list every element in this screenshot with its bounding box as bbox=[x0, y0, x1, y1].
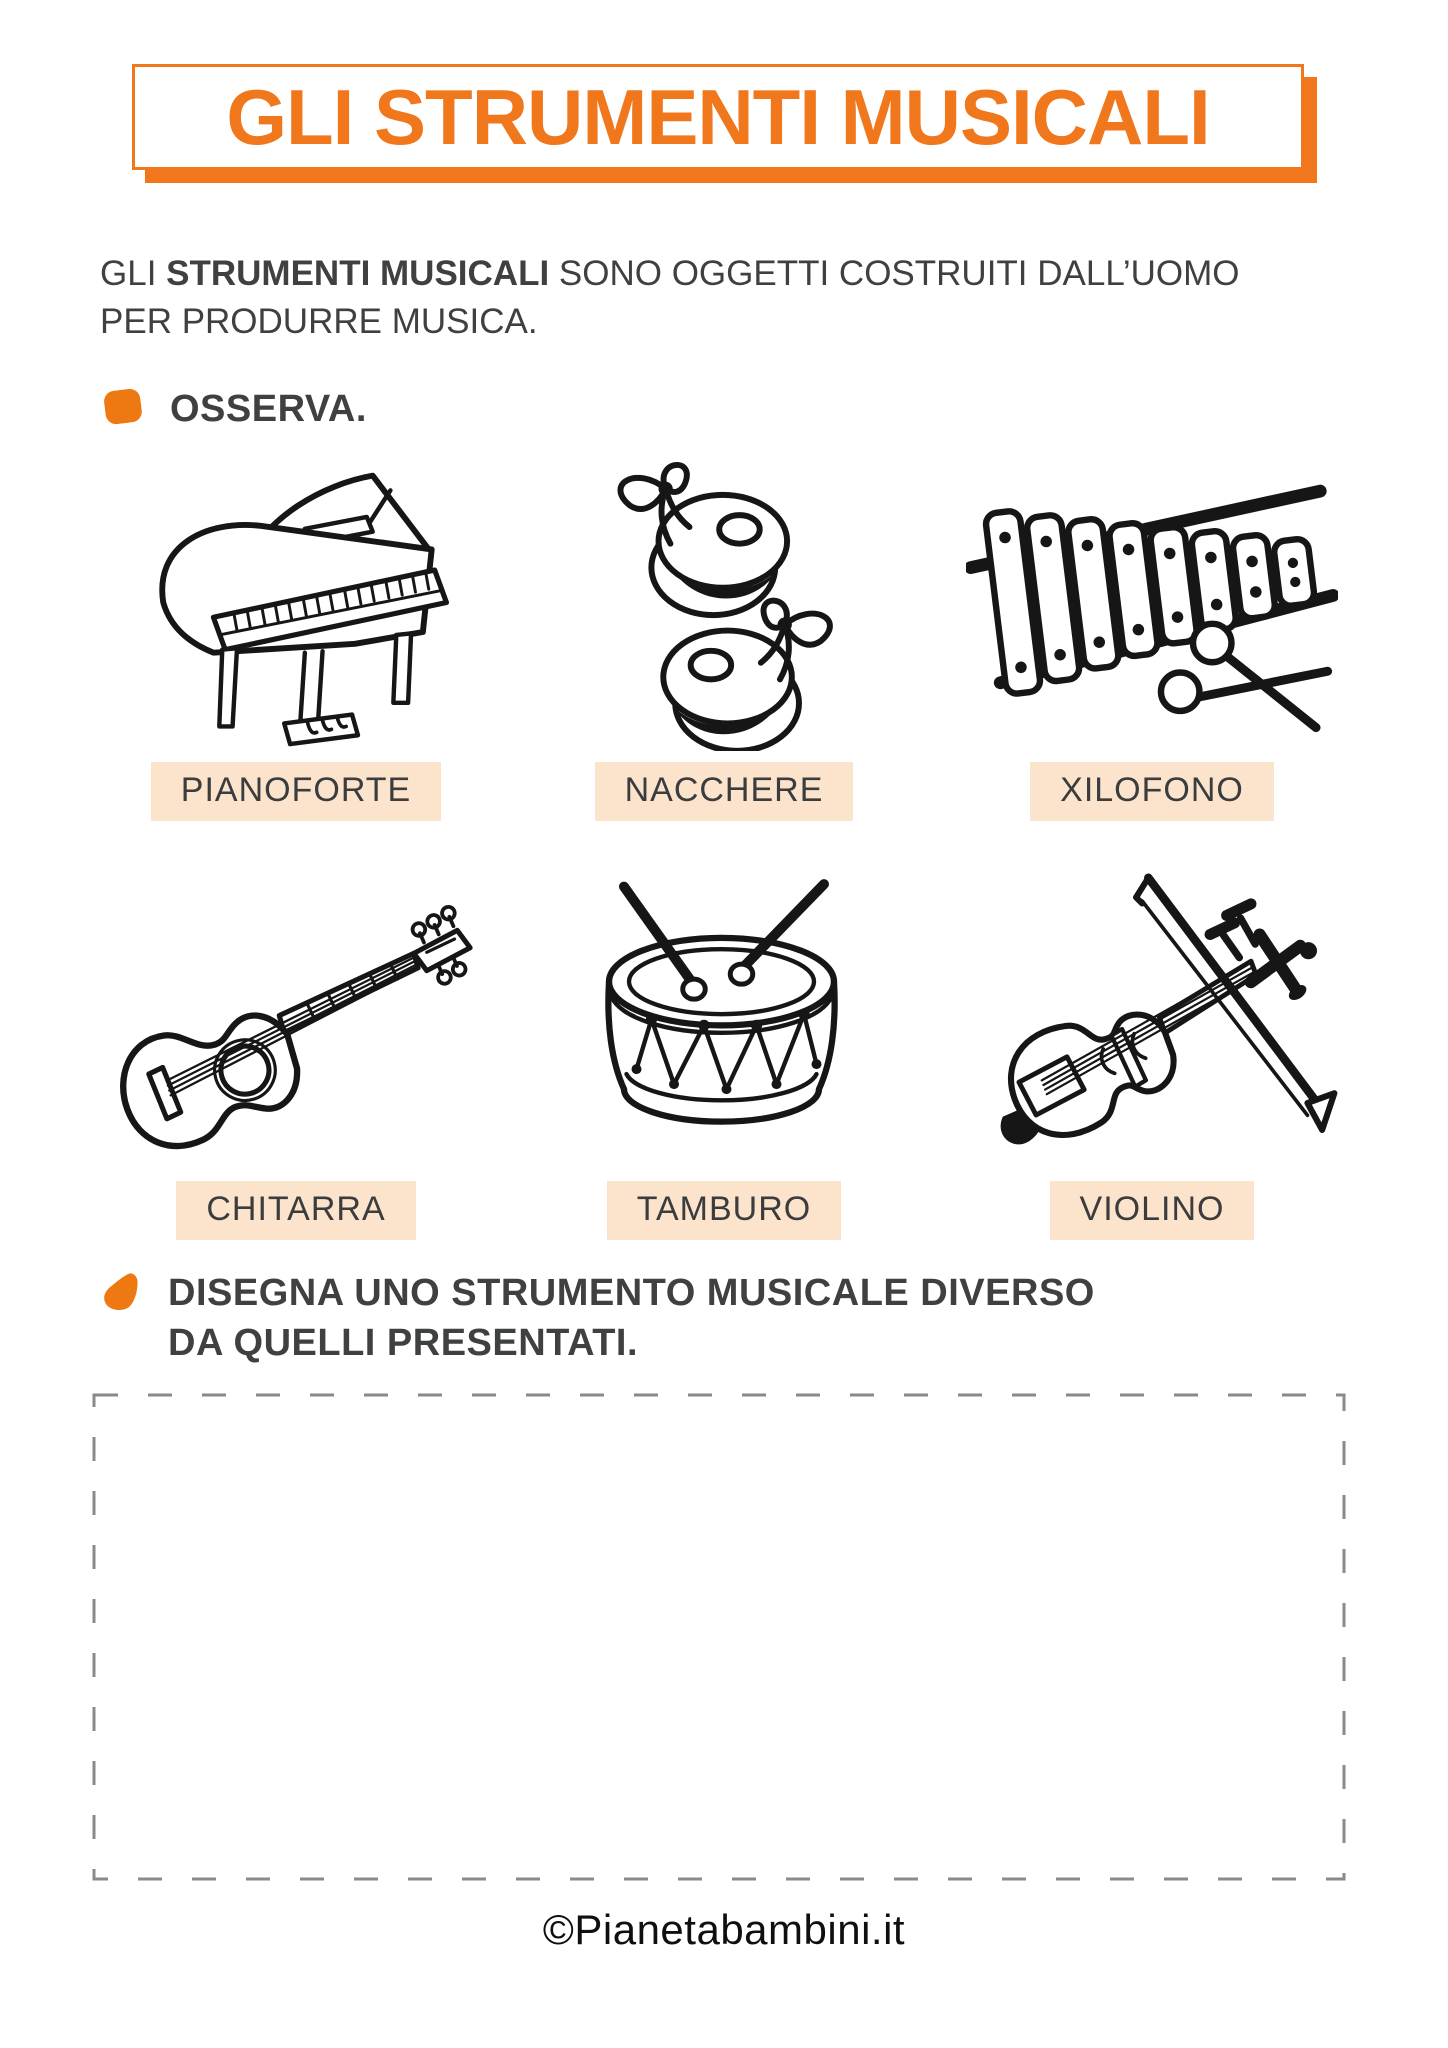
site-credit: ©Pianetabambini.it bbox=[542, 1906, 906, 1953]
drum-illustration bbox=[518, 867, 930, 1175]
grand-piano-illustration bbox=[90, 448, 502, 756]
instrument-card bbox=[518, 867, 930, 1240]
drawing-area bbox=[92, 1393, 1346, 1881]
instrument-label: VIOLINO bbox=[1050, 1181, 1255, 1240]
draw-heading: DISEGNA UNO STRUMENTO MUSICALE DIVERSO DA QUELLI PRESENTATI. bbox=[168, 1272, 1095, 1364]
instrument-card bbox=[90, 867, 502, 1240]
instruments-grid bbox=[90, 448, 1358, 1240]
intro-text bbox=[100, 250, 1350, 346]
observe-section-heading bbox=[100, 384, 367, 434]
instrument-label: TAMBURO bbox=[607, 1181, 841, 1240]
instrument-label: PIANOFORTE bbox=[151, 762, 441, 821]
acoustic-guitar-illustration bbox=[90, 867, 502, 1175]
violin-illustration bbox=[946, 867, 1358, 1175]
draw-section-heading bbox=[100, 1268, 1095, 1368]
dashed-border bbox=[92, 1393, 1346, 1881]
xylophone-illustration bbox=[946, 448, 1358, 756]
observe-blob-icon bbox=[100, 386, 146, 433]
instrument-card bbox=[946, 867, 1358, 1240]
page-title: GLI STRUMENTI MUSICALI bbox=[226, 72, 1210, 161]
instrument-label: CHITARRA bbox=[176, 1181, 415, 1240]
instrument-label: NACCHERE bbox=[595, 762, 854, 821]
intro-line-1: GLI STRUMENTI MUSICALI SONO OGGETTI COSTRUITI DALL’UOMO bbox=[100, 254, 1240, 293]
instrument-label: XILOFONO bbox=[1030, 762, 1274, 821]
castanets-illustration bbox=[518, 448, 930, 756]
instrument-card bbox=[90, 448, 502, 821]
instrument-card bbox=[946, 448, 1358, 821]
instrument-card bbox=[518, 448, 930, 821]
observe-heading: OSSERVA. bbox=[170, 388, 367, 430]
draw-blob-icon bbox=[100, 1270, 144, 1323]
intro-line-2: PER PRODURRE MUSICA. bbox=[100, 302, 538, 341]
title-banner bbox=[132, 64, 1304, 170]
